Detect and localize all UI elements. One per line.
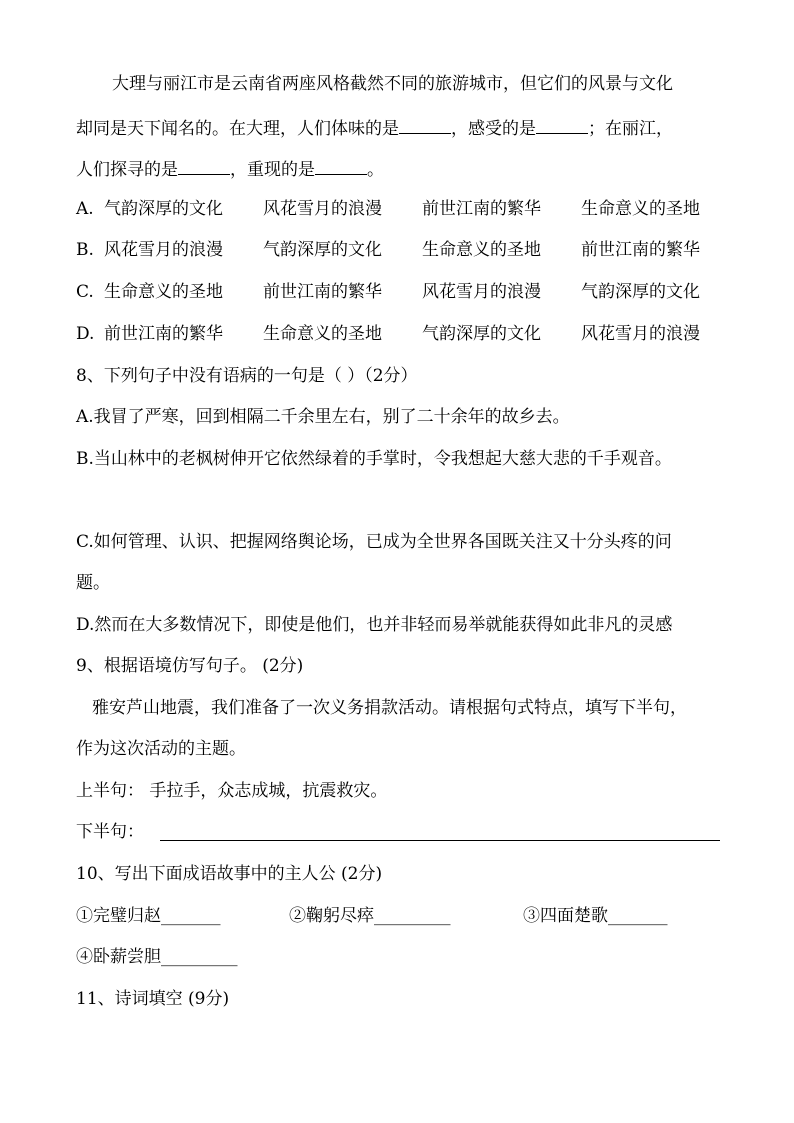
q11-title: 11、诗词填空 (9分) bbox=[76, 989, 230, 1009]
option-item: 前世江南的繁华 bbox=[581, 240, 700, 260]
q8-option-b[interactable]: B.当山林中的老枫树伸开它依然绿着的手掌时，令我想起大慈大悲的千手观音。 bbox=[76, 449, 672, 469]
option-item: 生命意义的圣地 bbox=[263, 324, 382, 344]
q7-text: 。 bbox=[367, 160, 384, 180]
q10-item-2[interactable]: ②鞠躬尽瘁_________ bbox=[289, 906, 451, 926]
option-item: 风花雪月的浪漫 bbox=[104, 240, 223, 260]
q8-option-c-line-2: 题。 bbox=[76, 573, 110, 593]
q10-title: 10、写出下面成语故事中的主人公 (2分) bbox=[76, 864, 383, 884]
option-item: 生命意义的圣地 bbox=[104, 282, 223, 302]
q10-item-4[interactable]: ④卧薪尝胆_________ bbox=[76, 947, 238, 967]
q7-text: 却同是天下闻名的。在大理，人们体味的是 bbox=[76, 119, 399, 139]
q8-title: 8、下列句子中没有语病的一句是（ ）（2分） bbox=[76, 366, 418, 386]
q9-upper-half: 上半句： 手拉手，众志成城，抗震救灾。 bbox=[76, 781, 388, 801]
q8-option-c-line-1[interactable]: C.如何管理、认识、把握网络舆论场，已成为全世界各国既关注又十分头疼的问 bbox=[76, 532, 672, 552]
option-item: 气韵深厚的文化 bbox=[422, 324, 541, 344]
option-item: 生命意义的圣地 bbox=[422, 240, 541, 260]
q10-item-3[interactable]: ③四面楚歌_______ bbox=[523, 906, 668, 926]
option-label: A. bbox=[76, 199, 94, 219]
q7-text: ，重现的是 bbox=[230, 160, 315, 180]
q7-text: ；在丽江， bbox=[588, 119, 673, 139]
option-item: 前世江南的繁华 bbox=[104, 324, 223, 344]
option-label: C. bbox=[76, 282, 94, 302]
q9-lower-label: 下半句： bbox=[76, 822, 144, 842]
q7-blank-4[interactable] bbox=[315, 156, 367, 175]
q7-paragraph-line-1: 大理与丽江市是云南省两座风格截然不同的旅游城市，但它们的风景与文化 bbox=[112, 74, 673, 94]
q8-option-a[interactable]: A.我冒了严寒，回到相隔二千余里左右，别了二十余年的故乡去。 bbox=[76, 407, 570, 427]
q7-paragraph-line-2 bbox=[76, 115, 673, 141]
option-item: 气韵深厚的文化 bbox=[263, 240, 382, 260]
option-item: 风花雪月的浪漫 bbox=[581, 324, 700, 344]
q7-blank-3[interactable] bbox=[178, 156, 230, 175]
option-item: 气韵深厚的文化 bbox=[104, 199, 223, 219]
q7-paragraph-line-3 bbox=[76, 156, 384, 182]
q8-option-d[interactable]: D.然而在大多数情况下，即使是他们，也并非轻而易举就能获得如此非凡的灵感 bbox=[76, 615, 673, 635]
q7-blank-1[interactable] bbox=[399, 115, 451, 134]
option-label: B. bbox=[76, 240, 94, 260]
q9-answer-line[interactable] bbox=[160, 840, 720, 841]
option-item: 生命意义的圣地 bbox=[581, 199, 700, 219]
option-item: 前世江南的繁华 bbox=[422, 199, 541, 219]
q7-text: 人们探寻的是 bbox=[76, 160, 178, 180]
option-item: 风花雪月的浪漫 bbox=[263, 199, 382, 219]
option-item: 风花雪月的浪漫 bbox=[422, 282, 541, 302]
q7-text: ，感受的是 bbox=[451, 119, 536, 139]
q9-title: 9、根据语境仿写句子。 (2分) bbox=[76, 656, 304, 676]
option-item: 气韵深厚的文化 bbox=[581, 282, 700, 302]
q7-blank-2[interactable] bbox=[536, 115, 588, 134]
q9-paragraph-line-1: 雅安芦山地震，我们准备了一次义务捐款活动。请根据句式特点，填写下半句， bbox=[92, 698, 687, 718]
option-item: 前世江南的繁华 bbox=[263, 282, 382, 302]
option-label: D. bbox=[76, 324, 95, 344]
q10-item-1[interactable]: ①完璧归赵_______ bbox=[76, 906, 221, 926]
q9-paragraph-line-2: 作为这次活动的主题。 bbox=[76, 739, 246, 759]
